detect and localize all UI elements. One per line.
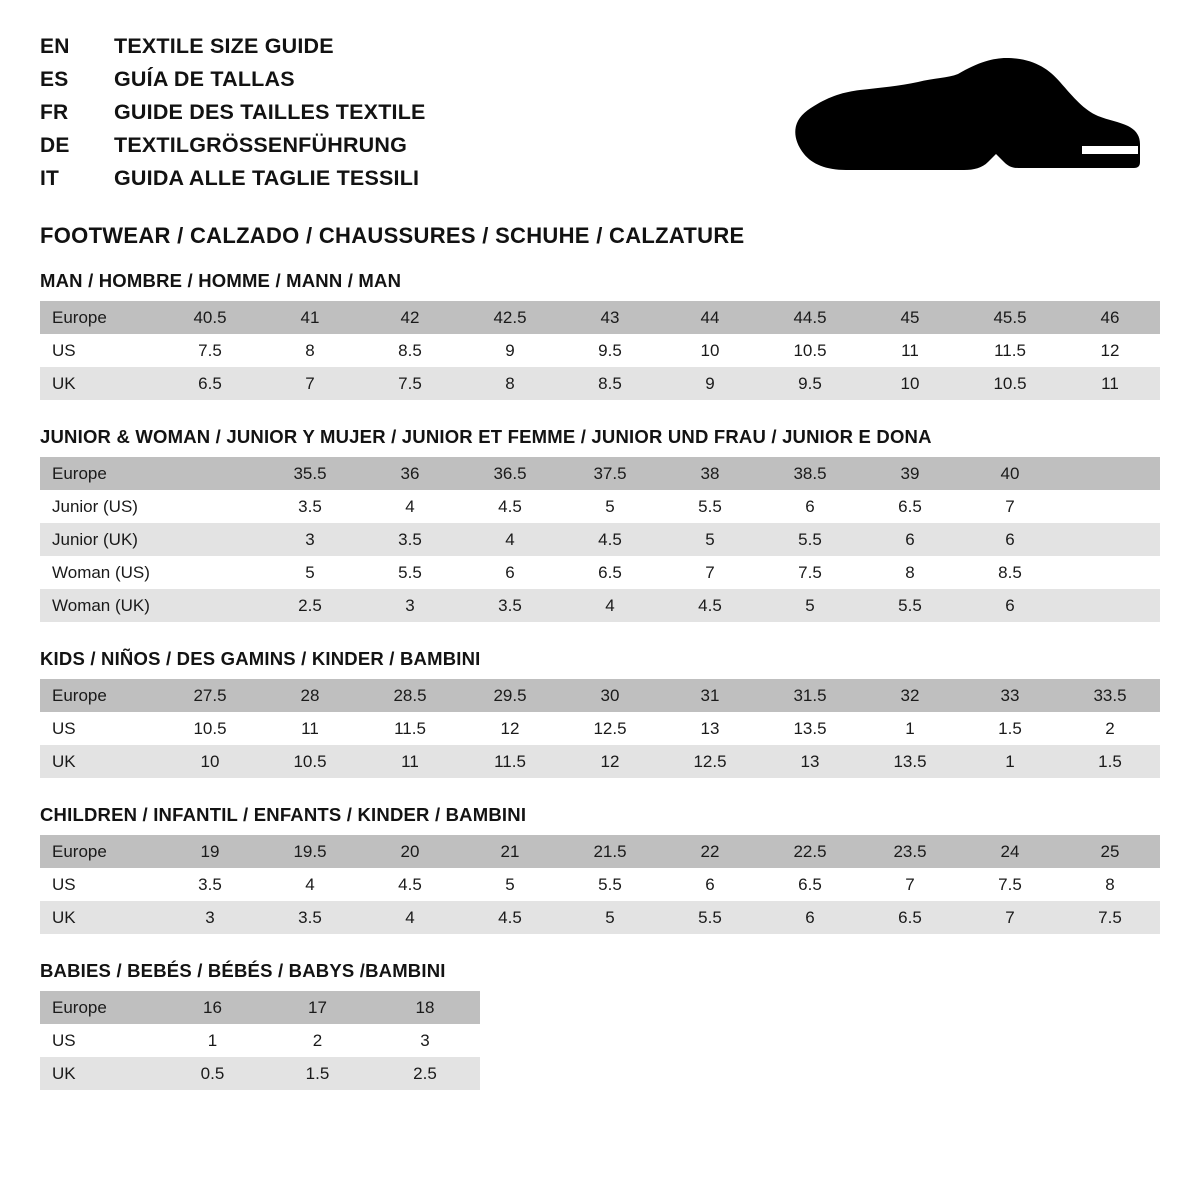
cell <box>160 523 260 556</box>
cell: 9.5 <box>760 367 860 400</box>
cell: 45.5 <box>960 301 1060 334</box>
cell: 30 <box>560 679 660 712</box>
cell: 4.5 <box>360 868 460 901</box>
cell: 2 <box>265 1024 370 1057</box>
cell: 11 <box>260 712 360 745</box>
cell: 4 <box>360 490 460 523</box>
cell: 5 <box>660 523 760 556</box>
cell: 4.5 <box>460 490 560 523</box>
cell: 23.5 <box>860 835 960 868</box>
cell <box>1060 457 1160 490</box>
cell: 8 <box>460 367 560 400</box>
cell: 2.5 <box>370 1057 480 1090</box>
cell: 21.5 <box>560 835 660 868</box>
cell <box>1060 556 1160 589</box>
cell: 12 <box>1060 334 1160 367</box>
row-label: Europe <box>40 679 160 712</box>
row-label: US <box>40 712 160 745</box>
cell: 21 <box>460 835 560 868</box>
cell: 2 <box>1060 712 1160 745</box>
size-block-babies <box>40 960 1160 1090</box>
cell: 5.5 <box>560 868 660 901</box>
cell: 5.5 <box>760 523 860 556</box>
table-row <box>40 301 1160 334</box>
cell: 1 <box>860 712 960 745</box>
row-label: UK <box>40 901 160 934</box>
dress-shoe-icon <box>782 52 1142 192</box>
block-title: JUNIOR & WOMAN / JUNIOR Y MUJER / JUNIOR ET FEMME / JUNIOR UND FRAU / JUNIOR E DONA <box>40 426 932 447</box>
table-row <box>40 868 1160 901</box>
size-table-babies <box>40 991 480 1090</box>
cell: 19 <box>160 835 260 868</box>
cell: 10 <box>160 745 260 778</box>
row-label: Woman (UK) <box>40 589 160 622</box>
cell: 6 <box>960 523 1060 556</box>
cell: 11.5 <box>360 712 460 745</box>
table-row <box>40 457 1160 490</box>
cell: 44 <box>660 301 760 334</box>
row-label: Junior (US) <box>40 490 160 523</box>
cell: 3 <box>260 523 360 556</box>
row-label: US <box>40 868 160 901</box>
size-table-children <box>40 835 1160 934</box>
cell: 8 <box>260 334 360 367</box>
cell: 6.5 <box>860 490 960 523</box>
row-label: US <box>40 1024 160 1057</box>
cell: 16 <box>160 991 265 1024</box>
table-row <box>40 589 1160 622</box>
cell: 33 <box>960 679 1060 712</box>
cell: 3.5 <box>460 589 560 622</box>
cell: 10 <box>660 334 760 367</box>
block-title: BABIES / BEBÉS / BÉBÉS / BABYS /BAMBINI <box>40 960 446 981</box>
page-title: FOOTWEAR / CALZADO / CHAUSSURES / SCHUHE / CALZATURE <box>40 223 745 248</box>
cell: 7.5 <box>160 334 260 367</box>
table-row <box>40 745 1160 778</box>
cell: 36.5 <box>460 457 560 490</box>
cell: 6 <box>960 589 1060 622</box>
cell: 45 <box>860 301 960 334</box>
cell: 7.5 <box>960 868 1060 901</box>
row-label: US <box>40 334 160 367</box>
cell: 0.5 <box>160 1057 265 1090</box>
cell: 6 <box>660 868 760 901</box>
cell: 10.5 <box>760 334 860 367</box>
language-code: EN <box>40 35 70 58</box>
table-row <box>40 1024 480 1057</box>
language-title: GUIDA ALLE TAGLIE TESSILI <box>114 166 420 190</box>
cell: 27.5 <box>160 679 260 712</box>
cell: 5.5 <box>360 556 460 589</box>
cell: 6.5 <box>160 367 260 400</box>
cell: 11 <box>1060 367 1160 400</box>
cell: 37.5 <box>560 457 660 490</box>
block-title: CHILDREN / INFANTIL / ENFANTS / KINDER / BAMBINI <box>40 804 527 825</box>
row-label: Europe <box>40 457 160 490</box>
cell: 3.5 <box>160 868 260 901</box>
row-label: UK <box>40 745 160 778</box>
cell: 43 <box>560 301 660 334</box>
cell: 36 <box>360 457 460 490</box>
cell: 3 <box>160 901 260 934</box>
size-table-kids <box>40 679 1160 778</box>
cell: 46 <box>1060 301 1160 334</box>
cell: 31.5 <box>760 679 860 712</box>
cell: 33.5 <box>1060 679 1160 712</box>
cell: 1 <box>160 1024 265 1057</box>
row-label: Europe <box>40 301 160 334</box>
cell: 10 <box>860 367 960 400</box>
cell: 4 <box>560 589 660 622</box>
cell: 13 <box>760 745 860 778</box>
cell: 1 <box>960 745 1060 778</box>
cell: 6 <box>860 523 960 556</box>
language-code: ES <box>40 68 69 91</box>
cell <box>160 589 260 622</box>
cell: 10.5 <box>260 745 360 778</box>
table-row <box>40 1057 480 1090</box>
cell: 8.5 <box>960 556 1060 589</box>
table-row <box>40 712 1160 745</box>
table-row <box>40 490 1160 523</box>
cell: 5 <box>460 868 560 901</box>
size-block-man <box>40 270 1160 400</box>
size-table-man <box>40 301 1160 400</box>
cell: 7.5 <box>760 556 860 589</box>
size-table-junior-woman <box>40 457 1160 622</box>
cell: 24 <box>960 835 1060 868</box>
document-header <box>40 34 1160 248</box>
cell: 3 <box>370 1024 480 1057</box>
cell: 5.5 <box>660 490 760 523</box>
cell: 22.5 <box>760 835 860 868</box>
cell: 6 <box>760 901 860 934</box>
cell: 7.5 <box>360 367 460 400</box>
cell: 4 <box>360 901 460 934</box>
cell: 6.5 <box>860 901 960 934</box>
cell <box>160 457 260 490</box>
cell: 1.5 <box>960 712 1060 745</box>
cell: 41 <box>260 301 360 334</box>
language-code: IT <box>40 167 60 190</box>
cell <box>160 490 260 523</box>
cell: 1.5 <box>265 1057 370 1090</box>
cell: 12.5 <box>560 712 660 745</box>
language-title: GUÍA DE TALLAS <box>114 67 295 91</box>
cell: 4.5 <box>660 589 760 622</box>
row-label: UK <box>40 367 160 400</box>
cell: 12 <box>460 712 560 745</box>
cell: 11.5 <box>460 745 560 778</box>
cell: 12.5 <box>660 745 760 778</box>
cell: 5 <box>760 589 860 622</box>
cell: 7.5 <box>1060 901 1160 934</box>
size-block-children <box>40 804 1160 934</box>
cell: 9 <box>660 367 760 400</box>
cell: 5 <box>560 490 660 523</box>
language-title: TEXTILGRÖSSENFÜHRUNG <box>114 133 408 157</box>
cell: 17 <box>265 991 370 1024</box>
cell: 11.5 <box>960 334 1060 367</box>
cell: 13 <box>660 712 760 745</box>
cell: 4 <box>260 868 360 901</box>
table-row <box>40 523 1160 556</box>
cell: 10.5 <box>960 367 1060 400</box>
cell: 42.5 <box>460 301 560 334</box>
cell: 13.5 <box>760 712 860 745</box>
cell: 5.5 <box>660 901 760 934</box>
cell: 20 <box>360 835 460 868</box>
cell: 22 <box>660 835 760 868</box>
row-label: Europe <box>40 991 160 1024</box>
table-row <box>40 991 480 1024</box>
cell <box>1060 490 1160 523</box>
cell: 11 <box>860 334 960 367</box>
cell: 4.5 <box>560 523 660 556</box>
block-title: MAN / HOMBRE / HOMME / MANN / MAN <box>40 270 402 291</box>
cell: 28 <box>260 679 360 712</box>
cell: 7 <box>260 367 360 400</box>
cell: 1.5 <box>1060 745 1160 778</box>
cell: 5 <box>560 901 660 934</box>
cell: 11 <box>360 745 460 778</box>
cell: 19.5 <box>260 835 360 868</box>
language-title: TEXTILE SIZE GUIDE <box>114 34 334 58</box>
cell: 12 <box>560 745 660 778</box>
cell: 25 <box>1060 835 1160 868</box>
cell: 3.5 <box>260 901 360 934</box>
row-label: Junior (UK) <box>40 523 160 556</box>
cell: 7 <box>960 490 1060 523</box>
cell: 35.5 <box>260 457 360 490</box>
table-row <box>40 367 1160 400</box>
cell: 44.5 <box>760 301 860 334</box>
cell: 31 <box>660 679 760 712</box>
cell: 13.5 <box>860 745 960 778</box>
cell: 6.5 <box>560 556 660 589</box>
language-code: FR <box>40 101 69 124</box>
cell: 8.5 <box>560 367 660 400</box>
cell: 3 <box>360 589 460 622</box>
cell: 4.5 <box>460 901 560 934</box>
cell: 7 <box>960 901 1060 934</box>
cell: 40.5 <box>160 301 260 334</box>
cell: 3.5 <box>260 490 360 523</box>
cell: 7 <box>860 868 960 901</box>
table-row <box>40 901 1160 934</box>
language-title: GUIDE DES TAILLES TEXTILE <box>114 100 426 124</box>
cell: 38.5 <box>760 457 860 490</box>
language-code: DE <box>40 134 70 157</box>
cell: 38 <box>660 457 760 490</box>
cell: 5 <box>260 556 360 589</box>
cell: 18 <box>370 991 480 1024</box>
size-block-kids <box>40 648 1160 778</box>
cell: 4 <box>460 523 560 556</box>
cell: 28.5 <box>360 679 460 712</box>
cell <box>1060 589 1160 622</box>
cell: 5.5 <box>860 589 960 622</box>
cell: 6.5 <box>760 868 860 901</box>
cell: 9.5 <box>560 334 660 367</box>
cell: 40 <box>960 457 1060 490</box>
row-label: Europe <box>40 835 160 868</box>
row-label: UK <box>40 1057 160 1090</box>
cell <box>1060 523 1160 556</box>
table-row <box>40 679 1160 712</box>
cell: 6 <box>460 556 560 589</box>
cell <box>160 556 260 589</box>
size-block-junior-woman <box>40 426 1160 622</box>
table-row <box>40 556 1160 589</box>
cell: 42 <box>360 301 460 334</box>
table-row <box>40 835 1160 868</box>
row-label: Woman (US) <box>40 556 160 589</box>
cell: 3.5 <box>360 523 460 556</box>
cell: 7 <box>660 556 760 589</box>
block-title: KIDS / NIÑOS / DES GAMINS / KINDER / BAMBINI <box>40 648 481 669</box>
cell: 9 <box>460 334 560 367</box>
cell: 8.5 <box>360 334 460 367</box>
cell: 32 <box>860 679 960 712</box>
cell: 6 <box>760 490 860 523</box>
table-row <box>40 334 1160 367</box>
cell: 39 <box>860 457 960 490</box>
cell: 10.5 <box>160 712 260 745</box>
cell: 8 <box>1060 868 1160 901</box>
cell: 29.5 <box>460 679 560 712</box>
cell: 2.5 <box>260 589 360 622</box>
cell: 8 <box>860 556 960 589</box>
